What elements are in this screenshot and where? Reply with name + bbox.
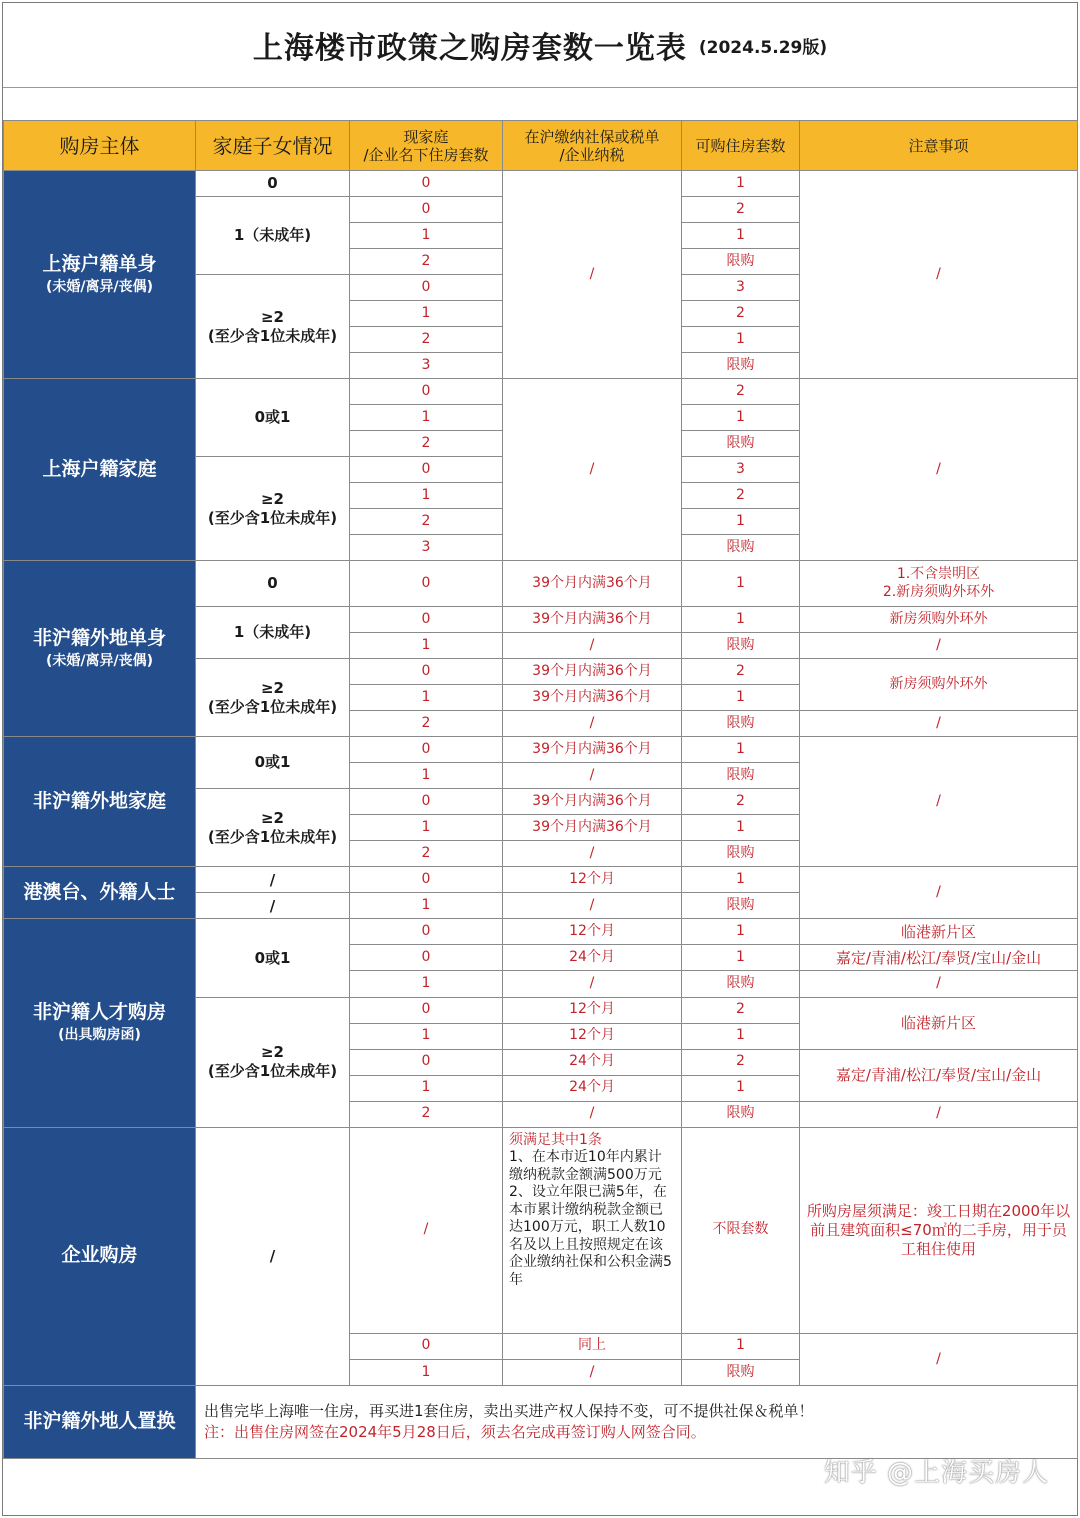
allowed-cell: 2 <box>682 1049 800 1075</box>
family-cell: 0或1 <box>196 737 350 789</box>
allowed-cell: 限购 <box>682 971 800 997</box>
note-cell: / <box>800 633 1078 659</box>
note-cell: 临港新片区 <box>800 997 1078 1049</box>
tax-cell: / <box>503 379 682 561</box>
owned-cell: 0 <box>350 171 503 197</box>
header-row <box>4 121 1078 171</box>
owned-cell: 0 <box>350 1333 503 1359</box>
family-sub: (至少含1位未成年) <box>207 1062 338 1081</box>
subject-nonlocal-family <box>4 737 196 867</box>
owned-cell: 1 <box>350 893 503 919</box>
note-line: 2.新房须购外环外 <box>882 583 995 600</box>
title-row <box>3 3 1077 88</box>
family-label: ≥2 <box>260 489 284 508</box>
allowed-cell: 3 <box>682 457 800 483</box>
tax-cell: 12个月 <box>503 997 682 1023</box>
owned-cell: 0 <box>350 607 503 633</box>
tax-cell: / <box>503 171 682 379</box>
note-cell: / <box>800 971 1078 997</box>
allowed-cell: 1 <box>682 223 800 249</box>
subject-sh-single <box>4 171 196 379</box>
header-notes: 注意事项 <box>800 121 1078 171</box>
table-row <box>4 561 1078 607</box>
tax-cell: 39个月内满36个月 <box>503 815 682 841</box>
tax-cell: 同上 <box>503 1333 682 1359</box>
owned-cell: 0 <box>350 919 503 945</box>
subject-name: 港澳台、外籍人士 <box>23 881 176 904</box>
family-cell: 0或1 <box>196 379 350 457</box>
tax-cell: / <box>503 971 682 997</box>
allowed-cell: 1 <box>682 737 800 763</box>
tax-cell: 39个月内满36个月 <box>503 737 682 763</box>
family-cell <box>196 997 350 1127</box>
allowed-cell: 限购 <box>682 893 800 919</box>
family-cell: 1（未成年) <box>196 197 350 275</box>
allowed-cell: 1 <box>682 607 800 633</box>
table-row <box>4 1127 1078 1333</box>
owned-cell: 0 <box>350 997 503 1023</box>
subject-name: 企业购房 <box>61 1244 138 1267</box>
family-sub: (至少含1位未成年) <box>207 326 338 345</box>
owned-cell: 1 <box>350 405 503 431</box>
note-cell: 嘉定/青浦/松江/奉贤/宝山/金山 <box>800 945 1078 971</box>
owned-cell: 1 <box>350 633 503 659</box>
subject-name: 上海户籍单身 <box>42 252 157 275</box>
allowed-cell: 1 <box>682 685 800 711</box>
header-allowed: 可购住房套数 <box>682 121 800 171</box>
allowed-cell: 限购 <box>682 763 800 789</box>
tax-cell: / <box>503 711 682 737</box>
family-label: ≥2 <box>260 809 284 828</box>
table-row <box>4 1385 1078 1458</box>
owned-cell: 2 <box>350 431 503 457</box>
owned-cell: 0 <box>350 379 503 405</box>
allowed-cell: 1 <box>682 327 800 353</box>
allowed-cell: 1 <box>682 1023 800 1049</box>
family-cell: / <box>196 867 350 893</box>
subject-name: 非沪籍外地家庭 <box>32 790 166 812</box>
owned-cell: 0 <box>350 197 503 223</box>
family-label: ≥2 <box>260 307 284 326</box>
tax-cell: 39个月内满36个月 <box>503 561 682 607</box>
family-cell <box>196 275 350 379</box>
family-cell: 0或1 <box>196 919 350 997</box>
family-sub: (至少含1位未成年) <box>207 827 338 846</box>
allowed-cell: 限购 <box>682 633 800 659</box>
note-cell: / <box>800 1333 1078 1385</box>
note-cell <box>800 561 1078 607</box>
tax-cell: / <box>503 1359 682 1385</box>
family-label: ≥2 <box>260 1043 284 1062</box>
family-cell <box>196 789 350 867</box>
owned-cell: 1 <box>350 685 503 711</box>
owned-cell: 0 <box>350 561 503 607</box>
tax-cell <box>503 1127 682 1333</box>
allowed-cell: 限购 <box>682 1101 800 1127</box>
tax-cell: 12个月 <box>503 867 682 893</box>
table-row <box>4 737 1078 763</box>
header-subject: 购房主体 <box>4 121 196 171</box>
allowed-cell: 限购 <box>682 711 800 737</box>
subject-corporate <box>4 1127 196 1385</box>
subject-sub: (未婚/离异/丧偶) <box>45 278 154 295</box>
allowed-cell: 1 <box>682 815 800 841</box>
owned-cell: 1 <box>350 223 503 249</box>
owned-cell: 0 <box>350 867 503 893</box>
owned-cell: 1 <box>350 971 503 997</box>
page-title: 上海楼市政策之购房套数一览表 <box>252 31 687 66</box>
note-cell: / <box>800 1101 1078 1127</box>
family-cell: 0 <box>196 171 350 197</box>
header-owned: 现家庭 /企业名下住房套数 <box>350 121 503 171</box>
tax-cell: / <box>503 763 682 789</box>
subject-name: 非沪籍人才购房 <box>32 1001 166 1024</box>
owned-cell: 0 <box>350 789 503 815</box>
owned-cell: / <box>350 1127 503 1333</box>
subject-nonlocal-single <box>4 561 196 737</box>
family-sub: (至少含1位未成年) <box>207 697 338 716</box>
owned-cell: 3 <box>350 353 503 379</box>
table-row <box>4 867 1078 893</box>
tax-cell: 39个月内满36个月 <box>503 685 682 711</box>
owned-cell: 3 <box>350 535 503 561</box>
owned-cell: 1 <box>350 1075 503 1101</box>
allowed-cell: 限购 <box>682 353 800 379</box>
subject-foreign <box>4 867 196 919</box>
allowed-cell: 1 <box>682 509 800 535</box>
allowed-cell: 1 <box>682 945 800 971</box>
allowed-cell: 限购 <box>682 535 800 561</box>
version-label: (2024.5.29版) <box>698 37 828 58</box>
subject-name: 上海户籍家庭 <box>42 457 157 480</box>
allowed-cell: 2 <box>682 997 800 1023</box>
header-social-security: 在沪缴纳社保或税单 /企业纳税 <box>503 121 682 171</box>
tax-cell: 12个月 <box>503 1023 682 1049</box>
subject-sub: (未婚/离异/丧偶) <box>45 652 154 669</box>
allowed-cell: 2 <box>682 197 800 223</box>
owned-cell: 0 <box>350 945 503 971</box>
note-cell: / <box>800 711 1078 737</box>
owned-cell: 2 <box>350 711 503 737</box>
owned-cell: 1 <box>350 301 503 327</box>
subject-talent <box>4 919 196 1127</box>
note-cell: / <box>800 379 1078 561</box>
family-cell: 0 <box>196 561 350 607</box>
allowed-cell: 1 <box>682 561 800 607</box>
allowed-cell: 2 <box>682 301 800 327</box>
family-cell: / <box>196 1127 350 1385</box>
family-cell <box>196 659 350 737</box>
note-cell: 新房须购外环外 <box>800 659 1078 711</box>
subject-name: 非沪籍外地单身 <box>32 627 166 650</box>
allowed-cell: 1 <box>682 171 800 197</box>
tax-cell: / <box>503 633 682 659</box>
owned-cell: 2 <box>350 1101 503 1127</box>
subject-sh-family <box>4 379 196 561</box>
owned-cell: 2 <box>350 841 503 867</box>
note-cell: 嘉定/青浦/松江/奉贤/宝山/金山 <box>800 1049 1078 1101</box>
note-cell: / <box>800 737 1078 867</box>
allowed-cell: 1 <box>682 1075 800 1101</box>
owned-cell: 0 <box>350 275 503 301</box>
swap-note-line: 出售完毕上海唯一住房，再买进1套住房，卖出买进产权人保持不变，可不提供社保＆税单！ <box>204 1401 814 1420</box>
owned-cell: 2 <box>350 249 503 275</box>
owned-cell: 0 <box>350 1049 503 1075</box>
family-cell: / <box>196 893 350 919</box>
allowed-cell: 限购 <box>682 841 800 867</box>
owned-cell: 2 <box>350 509 503 535</box>
swap-note-warning: 注：出售住房网签在2024年5月28日后，须去名完成再签订购人网签合同。 <box>204 1422 706 1441</box>
tax-cell: 12个月 <box>503 919 682 945</box>
family-label: ≥2 <box>260 679 284 698</box>
allowed-cell: 限购 <box>682 249 800 275</box>
tax-requirement-body: 1、在本市近10年内累计缴纳税款金额满500万元 2、设立年限已满5年，在本市累计缴纳税款金额已达100万元，职工人数10名及以上且按照规定在该企业缴纳社保和公积金满5年 <box>509 1149 672 1288</box>
family-sub: (至少含1位未成年) <box>207 508 338 527</box>
allowed-cell: 2 <box>682 659 800 685</box>
owned-cell: 1 <box>350 1359 503 1385</box>
note-cell: / <box>800 867 1078 919</box>
owned-cell: 1 <box>350 483 503 509</box>
allowed-cell: 2 <box>682 483 800 509</box>
page <box>2 2 1078 1516</box>
table-row <box>4 171 1078 197</box>
family-cell <box>196 457 350 561</box>
tax-cell: 24个月 <box>503 945 682 971</box>
allowed-cell: 1 <box>682 919 800 945</box>
allowed-cell: 不限套数 <box>682 1127 800 1333</box>
allowed-cell: 1 <box>682 1333 800 1359</box>
owned-cell: 1 <box>350 1023 503 1049</box>
owned-cell: 1 <box>350 815 503 841</box>
note-cell: 临港新片区 <box>800 919 1078 945</box>
note-cell: 所购房屋须满足：竣工日期在2000年以前且建筑面积≤70㎡的二手房，用于员工租住使用 <box>800 1127 1078 1333</box>
tax-cell: / <box>503 893 682 919</box>
owned-cell: 1 <box>350 763 503 789</box>
subject-swap <box>4 1385 196 1458</box>
allowed-cell: 1 <box>682 867 800 893</box>
tax-cell: 39个月内满36个月 <box>503 659 682 685</box>
watermark: 知乎 @上海买房人 <box>823 1458 1049 1488</box>
allowed-cell: 3 <box>682 275 800 301</box>
family-cell: 1（未成年) <box>196 607 350 659</box>
allowed-cell: 限购 <box>682 431 800 457</box>
table-row <box>4 919 1078 945</box>
owned-cell: 0 <box>350 457 503 483</box>
policy-table <box>3 120 1078 1459</box>
tax-requirement-head: 须满足其中1条 <box>509 1131 602 1148</box>
note-line: 1.不含崇明区 <box>896 566 981 583</box>
tax-cell: / <box>503 1101 682 1127</box>
tax-cell: 39个月内满36个月 <box>503 607 682 633</box>
subject-sub: (出具购房函) <box>58 1027 141 1044</box>
tax-cell: 39个月内满36个月 <box>503 789 682 815</box>
swap-note-cell <box>196 1385 1078 1458</box>
allowed-cell: 1 <box>682 405 800 431</box>
allowed-cell: 限购 <box>682 1359 800 1385</box>
note-cell: / <box>800 171 1078 379</box>
note-cell: 新房须购外环外 <box>800 607 1078 633</box>
table-row <box>4 379 1078 405</box>
owned-cell: 2 <box>350 327 503 353</box>
tax-cell: 24个月 <box>503 1075 682 1101</box>
allowed-cell: 2 <box>682 379 800 405</box>
tax-cell: 24个月 <box>503 1049 682 1075</box>
subject-name: 非沪籍外地人置换 <box>23 1410 176 1432</box>
owned-cell: 0 <box>350 737 503 763</box>
allowed-cell: 2 <box>682 789 800 815</box>
owned-cell: 0 <box>350 659 503 685</box>
header-children: 家庭子女情况 <box>196 121 350 171</box>
tax-cell: / <box>503 841 682 867</box>
